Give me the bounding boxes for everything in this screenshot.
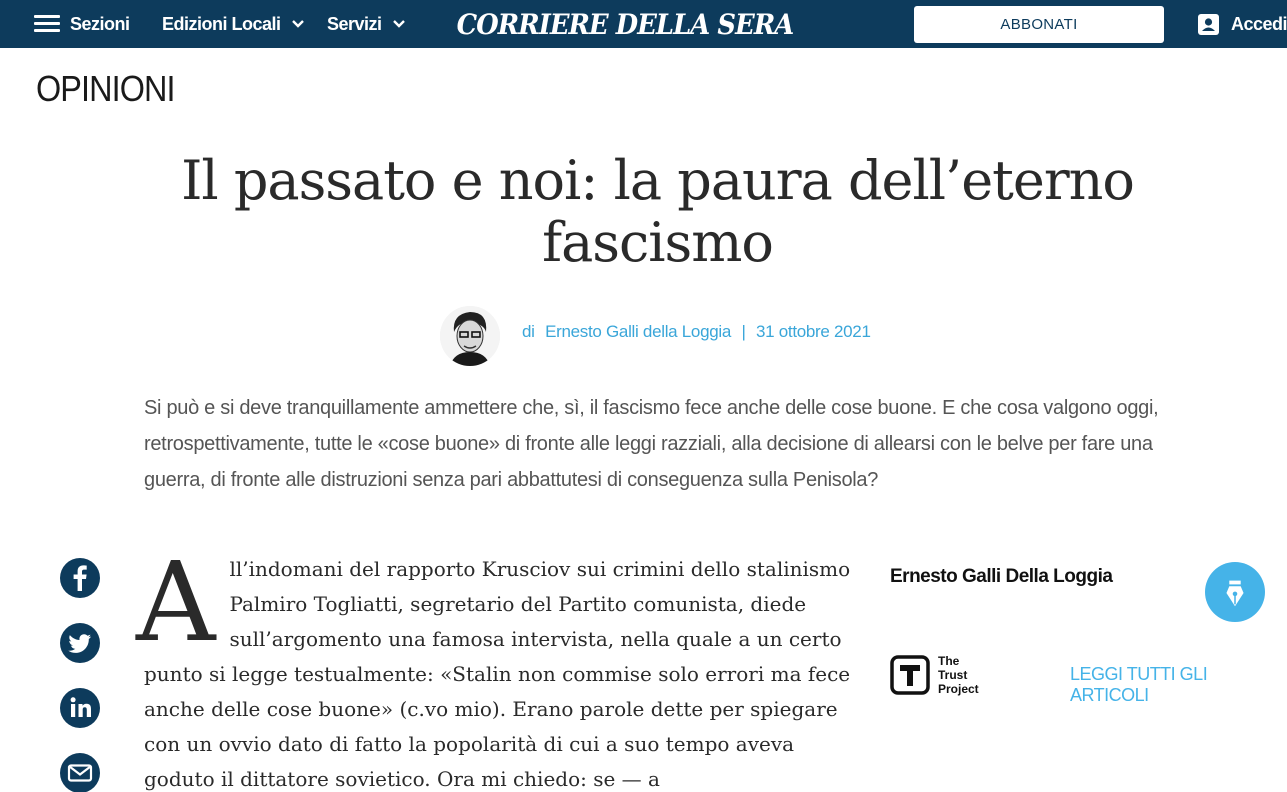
share-twitter-button[interactable] <box>60 623 100 663</box>
twitter-icon <box>60 623 100 663</box>
user-icon <box>1198 14 1219 35</box>
read-all-articles-link[interactable]: LEGGI TUTTI GLI ARTICOLI <box>1070 664 1208 705</box>
linkedin-icon <box>60 688 100 728</box>
email-icon <box>60 753 100 792</box>
services-dropdown[interactable] <box>327 0 406 48</box>
site-logo[interactable]: CORRIERE DELLA SERA <box>456 7 794 41</box>
section-label[interactable]: OPINIONI <box>36 68 175 109</box>
share-linkedin-button[interactable] <box>60 688 100 728</box>
services-label: Servizi <box>327 13 382 34</box>
local-editions-dropdown[interactable] <box>162 0 305 48</box>
author-link[interactable]: Ernesto Galli della Loggia <box>545 322 732 341</box>
subscribe-button[interactable]: ABBONATI <box>914 6 1164 43</box>
author-avatar[interactable] <box>440 306 500 366</box>
share-facebook-button[interactable] <box>60 558 100 598</box>
article-paragraph: ll’indomani del rapporto Krusciov sui crimini dello stalinismo Palmiro Togliatti, segretario del Partito comunista, diede sull’argomento una famosa intervista, nella quale a un certo punto si legge testualmente: «Stalin non commise solo errori ma fece anche delle cose buone» (c.vo mio). Erano parole dette per spiegare con un ovvio dato di fatto la popolarità di cui a suo tempo aveva goduto il dittatore sovietico. Ora mi chiedo: se — a <box>144 557 851 791</box>
sections-label: Sezioni <box>70 13 130 34</box>
chevron-down-icon <box>392 17 406 31</box>
sidebar-author-name[interactable]: Ernesto Galli Della Loggia <box>890 566 1113 587</box>
byline <box>522 322 871 342</box>
local-editions-label: Edizioni Locali <box>162 13 281 34</box>
article-date: 31 ottobre 2021 <box>756 322 871 341</box>
trust-project-icon <box>890 655 930 695</box>
trust-project-logo[interactable] <box>890 654 979 696</box>
byline-separator: | <box>741 322 746 341</box>
byline-prefix: di <box>522 322 535 341</box>
login-button[interactable] <box>1198 0 1287 48</box>
drop-cap: A <box>136 538 216 666</box>
article-body <box>136 538 864 792</box>
article-summary: Si può e si deve tranquillamente ammettere che, sì, il fascismo fece anche delle cose buone. E che cosa valgono oggi, retrospettivamente, tutte le «cose buone» di fronte alle leggi razziali, alla decisione di allearsi con le belve per fare una guerra, di fronte alle distruzioni senza pari abbattutesi di conseguenza sulla Penisola? <box>144 397 1159 491</box>
facebook-icon <box>60 558 100 598</box>
top-navigation-bar <box>0 0 1287 48</box>
author-articles-button[interactable] <box>1205 562 1265 622</box>
share-email-button[interactable] <box>60 753 100 792</box>
trust-project-label: The Trust Project <box>938 654 979 696</box>
fountain-pen-icon <box>1216 573 1254 611</box>
article-headline: Il passato e noi: la paura dell’eterno fascismo <box>181 149 1134 274</box>
login-label: Accedi <box>1231 13 1287 34</box>
chevron-down-icon <box>291 17 305 31</box>
hamburger-icon <box>34 15 60 33</box>
sections-menu-button[interactable] <box>34 0 130 48</box>
